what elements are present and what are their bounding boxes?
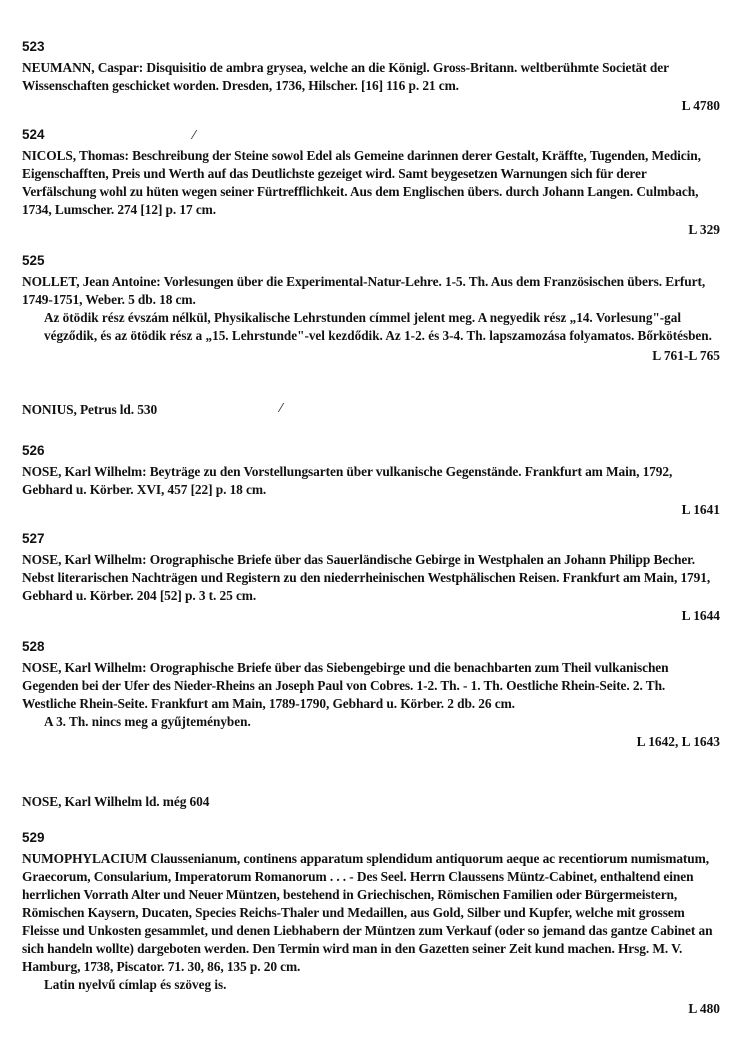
entry-text: NEUMANN, Caspar: Disquisitio de ambra grysea, welche an die Königl. Gross-Britann. weltberühmte Societät der Wissenschaften geschicket worden. Dresden, 1736, Hilscher. [16] 116 p. 21 cm.	[22, 60, 669, 93]
cross-reference-nonius	[22, 401, 720, 419]
entry-text: NOSE, Karl Wilhelm: Orographische Briefe über das Sauerländische Gebirge in Westphalen an Johann Philipp Becher. Nebst literarischen Nachträgen und Registern zu den niederrheinischen Westphälischen Reisen. Frankfurt am Main, 1791, Gebhard u. Körber. 204 [52] p. 3 t. 25 cm.	[22, 552, 711, 603]
entry-note: A 3. Th. nincs meg a gyűjteményben.	[44, 714, 251, 729]
entry-number: 525	[22, 253, 45, 268]
entry-text: NOLLET, Jean Antoine: Vorlesungen über die Experimental-Natur-Lehre. 1-5. Th. Aus dem Französischen übers. Erfurt, 1749-1751, Weber. 5 db. 18 cm.	[22, 274, 706, 307]
entry-text: NOSE, Karl Wilhelm: Beyträge zu den Vorstellungsarten über vulkanische Gegenstände. Frankfurt am Main, 1792, Gebhard u. Körber. XVI, 457 [22] p. 18 cm.	[22, 464, 673, 497]
entry-text: NOSE, Karl Wilhelm: Orographische Briefe über das Siebengebirge und die benachbarten zum Theil vulkanischen Gegenden bei der Ufer des Nieder-Rheins an Joseph Paul von Cobres. 1-2. Th. - 1. Th. Oestliche Rhein-Seite. 2. Th. Westliche Rhein-Seite. Frankfurt am Main, 1789-1790, Gebhard u. Körber. 2 db. 26 cm.	[22, 660, 669, 711]
entry-number: 524	[22, 127, 45, 142]
entry-signature: L 4780	[681, 98, 720, 113]
entry-number: 523	[22, 39, 45, 54]
entry-signature: L 1644	[681, 608, 720, 623]
catalog-entry-528	[22, 638, 720, 751]
cross-reference-text: NOSE, Karl Wilhelm ld. még 604	[22, 794, 210, 809]
entry-note: Latin nyelvű címlap és szöveg is.	[44, 977, 227, 992]
catalog-entry-526	[22, 442, 720, 519]
entry-signature: L 329	[688, 222, 720, 237]
entry-number: 526	[22, 443, 45, 458]
entry-number: 527	[22, 531, 45, 546]
scan-speck-mark: ⁄	[280, 401, 283, 415]
entry-number: 529	[22, 830, 45, 845]
scan-speck-mark: ⁄	[193, 128, 196, 142]
catalog-entry-523	[22, 38, 720, 115]
cross-reference-nose	[22, 793, 720, 811]
entry-text: NUMOPHYLACIUM Claussenianum, continens apparatum splendidum antiquorum aeque ac recentiorum numismatum, Graecorum, Consularium, Imperatorum Romanorum . . . - Des Seel. Herrn Claussens Müntz-Cabinet, enthaltend einen herrlichen Vorrath Alter und Neuer Müntzen, bestehend in Griechischen, Römischen Familien oder Bürgermeistern, Römischen Kaysern, Ducaten, Species Reichs-Thaler und Medaillen, aus Gold, Silber und Kupfer, welche mit grossem Fleisse und Unkosten gesammlet, und denen Liebhabern der Müntzen zum Verkauf (oder so jemand das gantze Cabinet an sich handeln wollte) dargeboten werden. Den Termin wird man in den Gazetten seiner Zeit kund machen. Hrsg. M. V. Hamburg, 1738, Piscator. 71. 30, 86, 135 p. 20 cm.	[22, 851, 713, 974]
catalog-entry-527	[22, 530, 720, 625]
catalog-entry-529	[22, 829, 720, 1018]
entry-text: NICOLS, Thomas: Beschreibung der Steine sowol Edel als Gemeine darinnen derer Gestalt, Kräffte, Tugenden, Medicin, Eigenschafften, Preis und Werth auf das Deutlichste gezeiget wird. Samt beygesetzen Warnungen sich für derer Verfälschung wohl zu hüten wegen seiner Fürtrefflichkeit. Aus dem Englischen übers. durch Johann Langen. Culmbach, 1734, Lumscher. 274 [12] p. 17 cm.	[22, 148, 701, 217]
entry-signature: L 480	[688, 1001, 720, 1016]
entry-number: 528	[22, 639, 45, 654]
entry-signature: L 761-L 765	[652, 348, 720, 363]
entry-signature: L 1641	[681, 502, 720, 517]
cross-reference-text: NONIUS, Petrus ld. 530	[22, 402, 158, 417]
catalog-entry-524	[22, 126, 720, 239]
catalog-entry-525	[22, 252, 720, 365]
entry-note: Az ötödik rész évszám nélkül, Physikalische Lehrstunden címmel jelent meg. A negyedik rész „14. Vorlesung"-gal végződik, és az ötödik rész a „15. Lehrstunde"-vel kezdődik. Az 1-2. és 3-4. Th. lapszamozása folyamatos. Bőrkötésben.	[44, 310, 712, 343]
entry-signature: L 1642, L 1643	[636, 734, 720, 749]
